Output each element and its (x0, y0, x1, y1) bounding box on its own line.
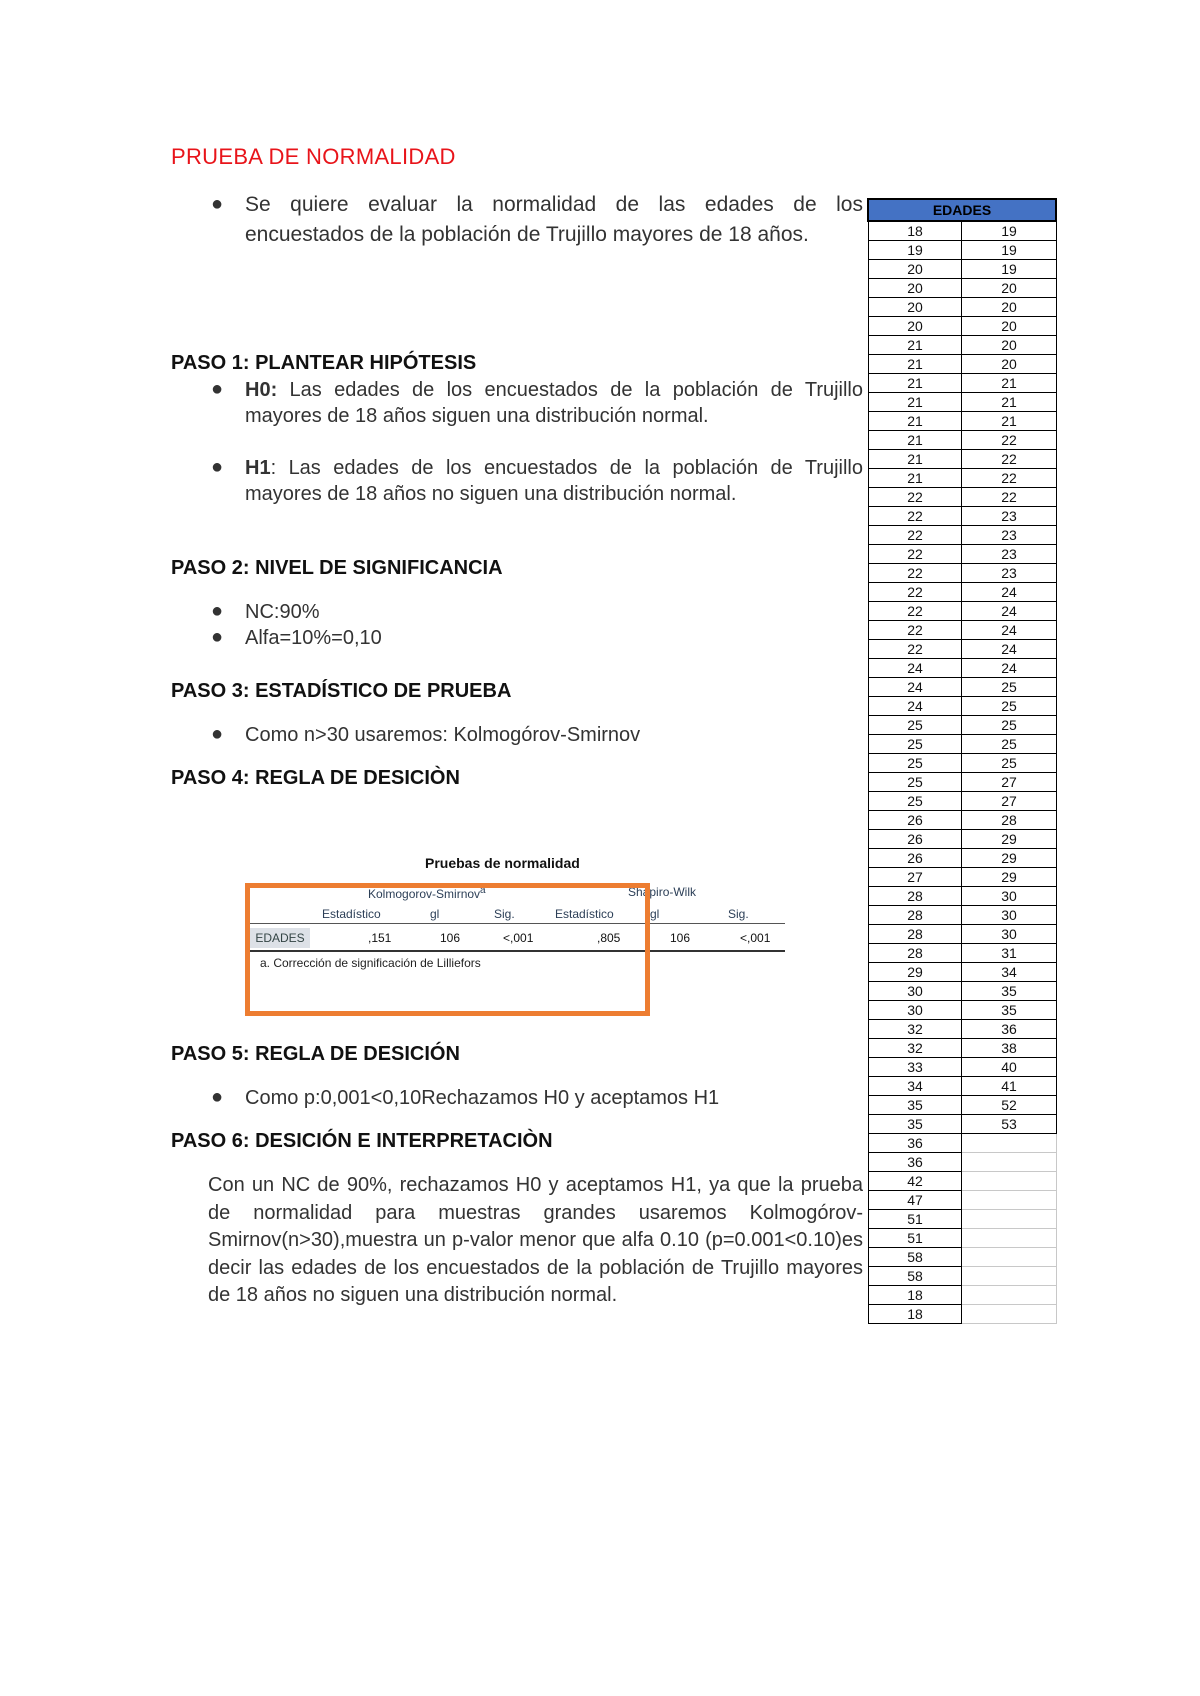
ages-cell (962, 1210, 1056, 1229)
ages-cell: 22 (868, 545, 962, 564)
spss-col-header: Sig. (494, 907, 515, 921)
ages-cell: 23 (962, 545, 1056, 564)
ages-cell: 25 (962, 716, 1056, 735)
nc-text: NC:90% (245, 601, 320, 623)
ages-cell: 25 (962, 754, 1056, 773)
spss-title: Pruebas de normalidad (425, 855, 580, 871)
ages-cell: 31 (962, 944, 1056, 963)
ages-row (868, 355, 1056, 374)
ages-cell: 20 (868, 298, 962, 317)
ages-cell: 25 (868, 792, 962, 811)
ages-row (868, 773, 1056, 792)
ages-table-header: EDADES (868, 199, 1056, 221)
h0-label: H0: (245, 379, 278, 401)
bullet-icon: ● (211, 456, 224, 478)
ages-cell: 18 (868, 1305, 962, 1324)
bullet-icon: ● (211, 600, 224, 622)
ages-row (868, 1077, 1056, 1096)
ages-row (868, 1058, 1056, 1077)
ages-cell: 21 (868, 393, 962, 412)
spss-cell: 106 (440, 931, 461, 945)
ages-row (868, 1172, 1056, 1191)
ages-cell: 29 (962, 830, 1056, 849)
bullet-icon: ● (211, 378, 224, 400)
ages-row (868, 583, 1056, 602)
ages-cell: 30 (868, 1001, 962, 1020)
ages-row (868, 507, 1056, 526)
ages-row (868, 868, 1056, 887)
ages-cell: 24 (962, 640, 1056, 659)
ages-row (868, 431, 1056, 450)
ages-cell: 28 (868, 925, 962, 944)
paso6-heading: PASO 6: DESICIÓN E INTERPRETACIÒN (171, 1130, 553, 1152)
ages-cell: 20 (962, 317, 1056, 336)
spss-col-header: gl (430, 907, 440, 921)
ages-cell: 19 (962, 241, 1056, 260)
ages-cell: 22 (868, 602, 962, 621)
ages-cell: 24 (868, 678, 962, 697)
ages-cell: 25 (868, 716, 962, 735)
paso4-heading: PASO 4: REGLA DE DESICIÒN (171, 767, 460, 789)
ages-cell: 28 (962, 811, 1056, 830)
ages-cell: 32 (868, 1039, 962, 1058)
ages-cell: 20 (962, 355, 1056, 374)
ages-row (868, 716, 1056, 735)
alfa-item (171, 625, 863, 651)
ages-cell: 21 (868, 355, 962, 374)
ages-cell: 30 (962, 887, 1056, 906)
ages-row (868, 792, 1056, 811)
spss-col-header: Estadístico (322, 907, 381, 921)
ages-row (868, 298, 1056, 317)
spss-cell: <,001 (503, 931, 534, 945)
h1-item (171, 455, 863, 507)
ages-cell: 20 (962, 298, 1056, 317)
ages-cell: 30 (868, 982, 962, 1001)
ages-row (868, 640, 1056, 659)
highlight-box (245, 883, 650, 1016)
paso5-list (171, 1085, 863, 1111)
ages-row (868, 1248, 1056, 1267)
ages-cell: 35 (962, 1001, 1056, 1020)
ages-row (868, 1153, 1056, 1172)
ages-cell: 22 (962, 488, 1056, 507)
ages-cell: 36 (868, 1153, 962, 1172)
ages-cell: 24 (868, 659, 962, 678)
spss-cell: <,001 (740, 931, 771, 945)
ages-cell: 21 (868, 412, 962, 431)
ages-cell: 22 (962, 450, 1056, 469)
spss-group-ks-sup: a (480, 885, 486, 896)
ages-row (868, 469, 1056, 488)
ages-row (868, 1229, 1056, 1248)
spss-cell: ,151 (368, 931, 392, 945)
spss-cell: ,805 (597, 931, 621, 945)
ages-cell (962, 1134, 1056, 1153)
spss-group-sw: Shapiro-Wilk (628, 885, 697, 899)
ages-row (868, 830, 1056, 849)
ages-cell: 21 (868, 374, 962, 393)
ages-cell (962, 1191, 1056, 1210)
ages-row (868, 963, 1056, 982)
ages-cell: 21 (962, 412, 1056, 431)
ages-cell: 22 (868, 526, 962, 545)
ages-cell: 28 (868, 887, 962, 906)
ages-row (868, 374, 1056, 393)
spss-cell: 106 (670, 931, 691, 945)
spss-col-header: Sig. (728, 907, 749, 921)
ages-row (868, 849, 1056, 868)
paso1-list (171, 377, 863, 507)
paso2-list (171, 599, 863, 651)
ages-cell: 28 (868, 906, 962, 925)
ages-cell: 27 (962, 773, 1056, 792)
paso5-heading: PASO 5: REGLA DE DESICIÓN (171, 1043, 460, 1065)
ages-row (868, 906, 1056, 925)
ages-cell: 35 (868, 1115, 962, 1134)
paso5-item (171, 1085, 863, 1111)
ages-cell: 53 (962, 1115, 1056, 1134)
ages-cell: 47 (868, 1191, 962, 1210)
ages-row (868, 735, 1056, 754)
h0-item (171, 377, 863, 429)
ages-row (868, 944, 1056, 963)
ages-row (868, 887, 1056, 906)
ages-cell: 28 (868, 944, 962, 963)
ages-row (868, 659, 1056, 678)
spss-row-label: EDADES (250, 928, 310, 948)
ages-row (868, 526, 1056, 545)
ages-row (868, 317, 1056, 336)
ages-cell: 22 (868, 621, 962, 640)
ages-cell: 23 (962, 526, 1056, 545)
paso3-item (171, 722, 863, 748)
ages-cell (962, 1229, 1056, 1248)
ages-cell: 51 (868, 1210, 962, 1229)
ages-cell (962, 1305, 1056, 1324)
ages-cell: 40 (962, 1058, 1056, 1077)
ages-cell: 25 (868, 735, 962, 754)
ages-row (868, 811, 1056, 830)
ages-row (868, 754, 1056, 773)
ages-cell: 32 (868, 1020, 962, 1039)
ages-row (868, 925, 1056, 944)
ages-cell (962, 1267, 1056, 1286)
ages-cell: 21 (962, 374, 1056, 393)
ages-cell: 20 (868, 317, 962, 336)
paso1-heading: PASO 1: PLANTEAR HIPÓTESIS (171, 352, 477, 374)
intro-item (171, 190, 863, 250)
ages-cell: 24 (962, 621, 1056, 640)
intro-text: Se quiere evaluar la normalidad de las edades de los encuestados de la población de Trujillo mayores de 18 años. (245, 193, 863, 246)
ages-cell: 22 (868, 507, 962, 526)
ages-cell: 29 (868, 963, 962, 982)
ages-cell (962, 1286, 1056, 1305)
ages-cell: 20 (962, 279, 1056, 298)
ages-row (868, 279, 1056, 298)
ages-row (868, 221, 1056, 241)
ages-cell: 23 (962, 507, 1056, 526)
ages-cell: 34 (868, 1077, 962, 1096)
ages-table-body (868, 221, 1056, 1324)
ages-cell: 25 (962, 697, 1056, 716)
ages-row (868, 1210, 1056, 1229)
ages-row (868, 1305, 1056, 1324)
ages-cell: 25 (868, 773, 962, 792)
ages-cell: 22 (868, 583, 962, 602)
ages-cell: 20 (868, 260, 962, 279)
ages-cell: 27 (868, 868, 962, 887)
ages-cell: 36 (868, 1134, 962, 1153)
ages-row (868, 1286, 1056, 1305)
ages-row (868, 488, 1056, 507)
ages-table (867, 198, 1057, 1324)
ages-cell: 29 (962, 868, 1056, 887)
ages-row (868, 697, 1056, 716)
ages-row (868, 1267, 1056, 1286)
ages-row (868, 621, 1056, 640)
ages-cell (962, 1172, 1056, 1191)
ages-cell: 41 (962, 1077, 1056, 1096)
ages-row (868, 260, 1056, 279)
ages-cell: 38 (962, 1039, 1056, 1058)
ages-row (868, 1020, 1056, 1039)
ages-cell: 58 (868, 1248, 962, 1267)
intro-list (171, 190, 863, 250)
ages-cell: 58 (868, 1267, 962, 1286)
bullet-icon: ● (211, 1086, 224, 1108)
ages-cell: 35 (962, 982, 1056, 1001)
spss-col-header: Estadístico (555, 907, 614, 921)
ages-cell: 33 (868, 1058, 962, 1077)
ages-row (868, 678, 1056, 697)
ages-row (868, 1039, 1056, 1058)
paso3-text: Como n>30 usaremos: Kolmogórov-Smirnov (245, 724, 641, 746)
ages-cell: 51 (868, 1229, 962, 1248)
ages-cell: 30 (962, 925, 1056, 944)
ages-cell: 24 (962, 659, 1056, 678)
ages-row (868, 412, 1056, 431)
ages-cell: 24 (962, 583, 1056, 602)
ages-cell (962, 1153, 1056, 1172)
spss-footnote: a. Corrección de significación de Lilliefors (260, 956, 481, 970)
ages-cell: 34 (962, 963, 1056, 982)
ages-cell: 22 (962, 469, 1056, 488)
ages-row (868, 1134, 1056, 1153)
ages-cell: 21 (868, 450, 962, 469)
ages-cell: 22 (868, 488, 962, 507)
ages-cell: 23 (962, 564, 1056, 583)
paso5-text: Como p:0,001<0,10Rechazamos H0 y aceptamos H1 (245, 1087, 720, 1109)
ages-cell: 20 (868, 279, 962, 298)
ages-row (868, 564, 1056, 583)
ages-row (868, 1115, 1056, 1134)
ages-cell: 36 (962, 1020, 1056, 1039)
ages-cell: 20 (962, 336, 1056, 355)
ages-cell: 27 (962, 792, 1056, 811)
ages-cell: 21 (962, 393, 1056, 412)
paso3-list (171, 722, 863, 748)
spss-group-ks-label: Kolmogorov-Smirnov (368, 887, 481, 901)
paso6-text: Con un NC de 90%, rechazamos H0 y aceptamos H1, ya que la prueba de normalidad para muestras grandes usaremos Kolmogórov-Smirnov(n>30),muestra un p-valor menor que alfa 0.10 (p=0.001<0.10)es decir las edades de los encuestados de la población de Trujillo mayores de 18 años no siguen una distribución normal. (208, 1174, 863, 1306)
ages-cell: 22 (868, 564, 962, 583)
ages-cell: 18 (868, 1286, 962, 1305)
h1-text: : Las edades de los encuestados de la población de Trujillo mayores de 18 años no siguen una distribución normal. (245, 457, 863, 505)
ages-cell (962, 1248, 1056, 1267)
paso2-heading: PASO 2: NIVEL DE SIGNIFICANCIA (171, 557, 503, 579)
ages-row (868, 1096, 1056, 1115)
ages-cell: 25 (962, 735, 1056, 754)
ages-row (868, 602, 1056, 621)
ages-cell: 18 (868, 221, 962, 241)
ages-cell: 19 (962, 221, 1056, 241)
ages-cell: 19 (868, 241, 962, 260)
nc-item (171, 599, 863, 625)
ages-row (868, 336, 1056, 355)
ages-cell: 22 (868, 640, 962, 659)
ages-cell: 30 (962, 906, 1056, 925)
ages-cell: 21 (868, 431, 962, 450)
ages-cell: 19 (962, 260, 1056, 279)
alfa-text: Alfa=10%=0,10 (245, 627, 382, 649)
bullet-icon: ● (211, 723, 224, 745)
ages-row (868, 545, 1056, 564)
h1-label: H1 (245, 457, 271, 479)
ages-cell: 24 (868, 697, 962, 716)
bullet-icon: ● (211, 193, 224, 215)
paso3-heading: PASO 3: ESTADÍSTICO DE PRUEBA (171, 680, 512, 702)
ages-cell: 21 (868, 469, 962, 488)
ages-cell: 22 (962, 431, 1056, 450)
ages-cell: 25 (868, 754, 962, 773)
ages-cell: 26 (868, 849, 962, 868)
ages-cell: 25 (962, 678, 1056, 697)
ages-row (868, 450, 1056, 469)
ages-row (868, 1191, 1056, 1210)
ages-cell: 26 (868, 830, 962, 849)
ages-row (868, 393, 1056, 412)
ages-cell: 24 (962, 602, 1056, 621)
ages-cell: 42 (868, 1172, 962, 1191)
ages-cell: 29 (962, 849, 1056, 868)
ages-row (868, 1001, 1056, 1020)
page-title: PRUEBA DE NORMALIDAD (171, 144, 456, 169)
h0-text: Las edades de los encuestados de la población de Trujillo mayores de 18 años siguen una distribución normal. (245, 379, 863, 427)
ages-cell: 35 (868, 1096, 962, 1115)
ages-row (868, 982, 1056, 1001)
ages-row (868, 241, 1056, 260)
bullet-icon: ● (211, 626, 224, 648)
spss-col-header: gl (650, 907, 660, 921)
ages-cell: 52 (962, 1096, 1056, 1115)
ages-cell: 26 (868, 811, 962, 830)
ages-cell: 21 (868, 336, 962, 355)
